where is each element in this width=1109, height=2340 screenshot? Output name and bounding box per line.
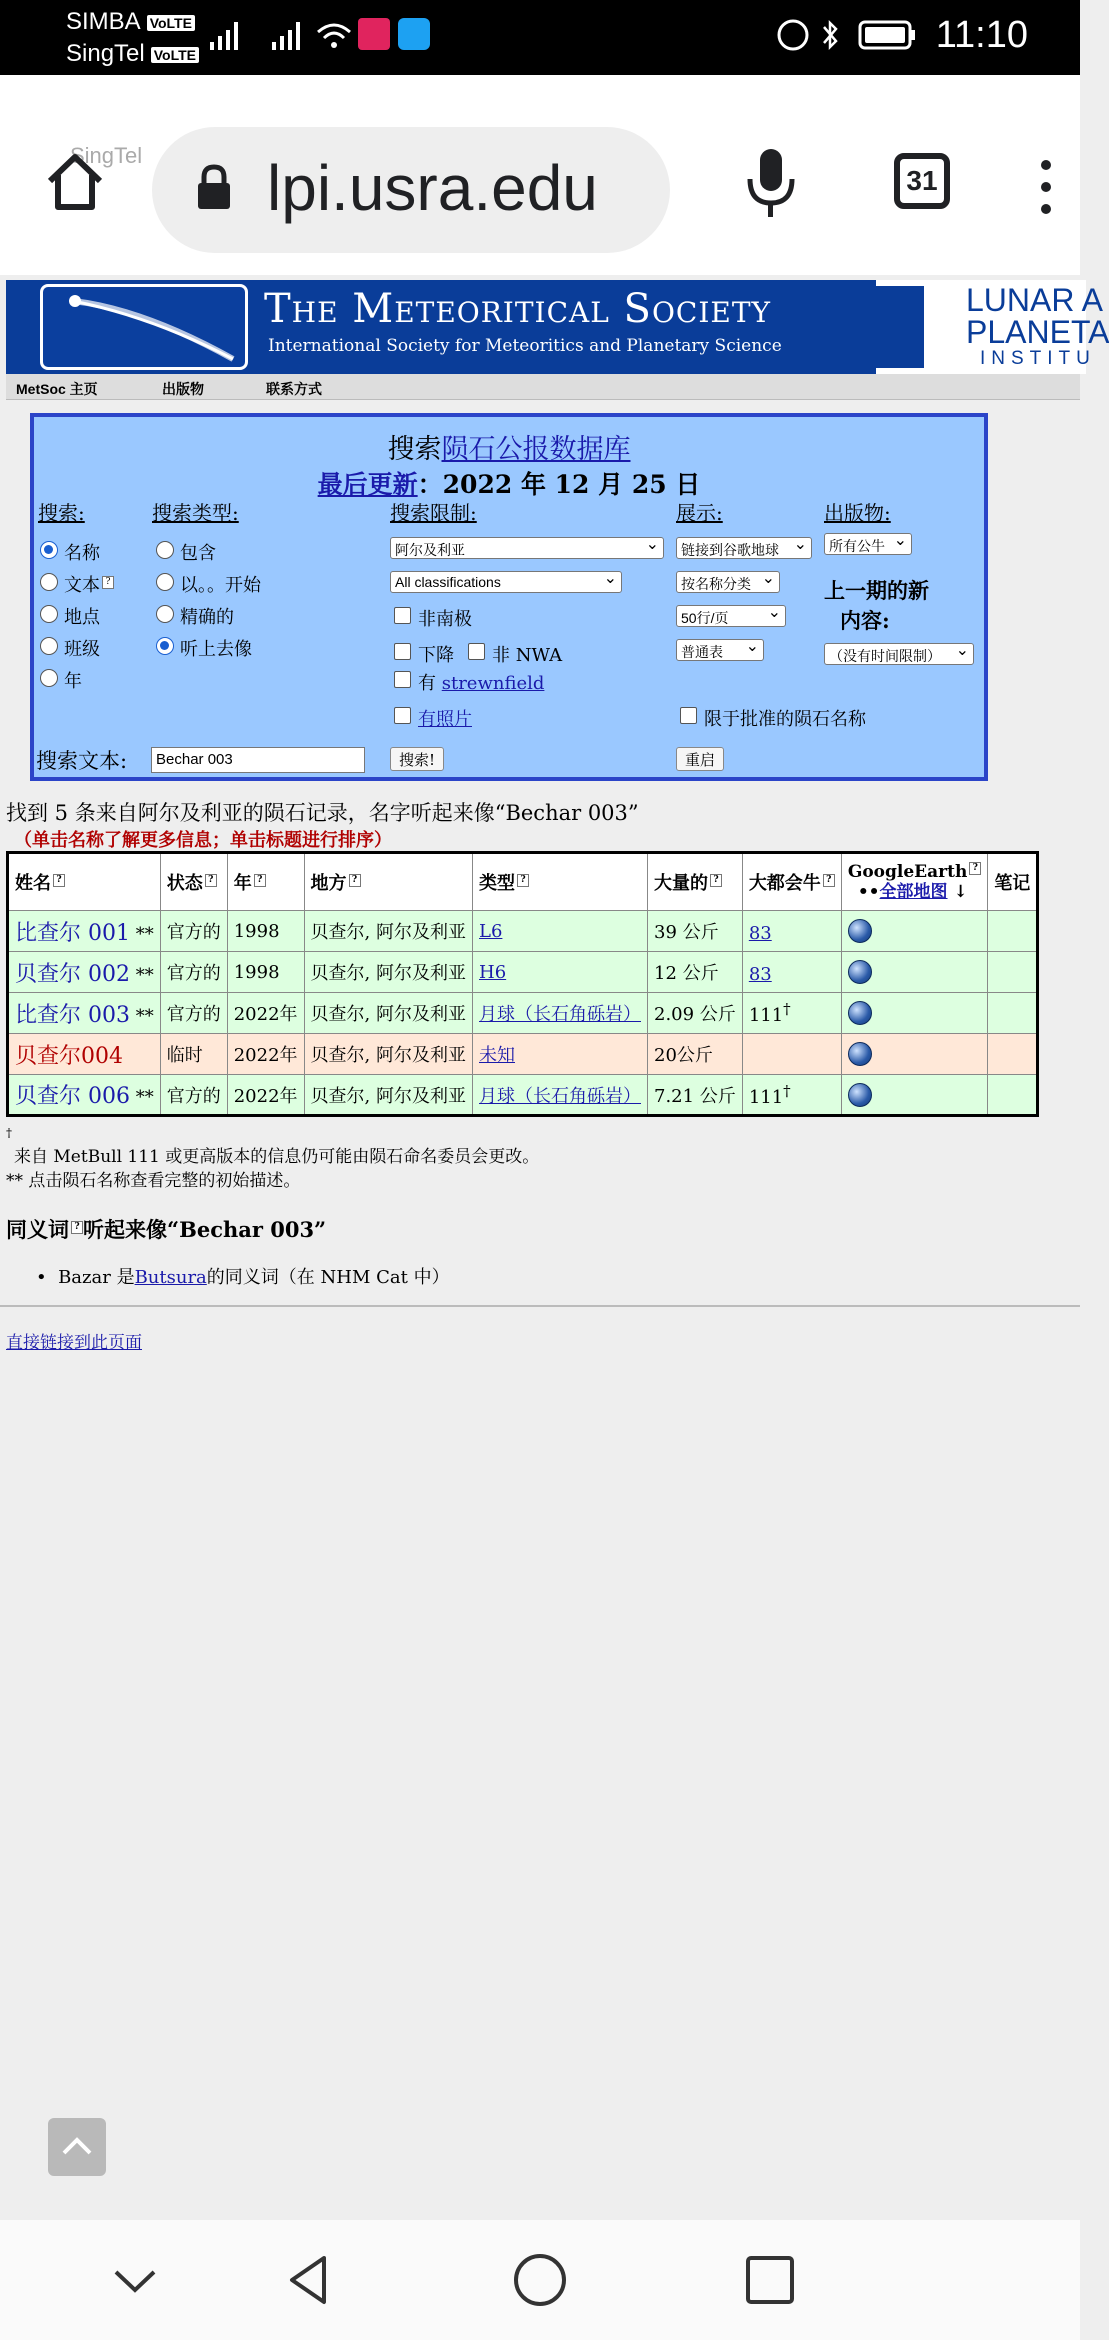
status-bar — [0, 0, 1080, 75]
publication-select[interactable]: 所有公牛 ⌄ — [824, 533, 912, 555]
radio-exact[interactable] — [156, 605, 174, 623]
battery-icon — [858, 18, 918, 52]
meteor-icon — [43, 287, 245, 367]
signal-icon — [208, 18, 242, 52]
search-text-label: 搜索文本: — [36, 749, 128, 773]
lock-icon — [196, 163, 232, 211]
radio-starts-with-label: 以。。开始 — [180, 575, 261, 596]
meteorite-name-link[interactable]: 贝查尔004 — [15, 1043, 123, 1069]
radio-text-label: 文本 ? — [64, 571, 114, 597]
microphone-icon[interactable] — [742, 145, 802, 225]
type-link[interactable]: 月球（长石角砾岩） — [479, 1004, 641, 1025]
col-google-earth: GoogleEarth ? ••全部地图 ↓ — [841, 853, 988, 911]
help-icon[interactable]: ? — [710, 874, 722, 887]
address-bar[interactable] — [152, 127, 670, 253]
browser-toolbar — [0, 75, 1080, 275]
radio-class[interactable] — [40, 637, 58, 655]
col-type[interactable]: 类型 ? — [473, 853, 648, 911]
approved-label: 限于批准的陨石名称 — [704, 709, 866, 730]
scroll-top-button[interactable] — [48, 2118, 106, 2176]
help-icon[interactable]: ? — [349, 874, 361, 887]
col-bulletin[interactable]: 大都会牛 ? — [742, 853, 841, 911]
more-menu-icon[interactable] — [1036, 157, 1056, 217]
publication-heading: 出版物: — [824, 501, 891, 525]
photos-link[interactable]: 有照片 — [418, 709, 472, 730]
site-nav — [6, 374, 1080, 400]
col-status[interactable]: 状态 ? — [160, 853, 227, 911]
last-update: 最后更新：2022 年 12 月 25 日 — [317, 470, 701, 499]
col-place[interactable]: 地方 ? — [304, 853, 472, 911]
google-earth-icon[interactable] — [848, 1042, 872, 1066]
help-icon[interactable]: ? — [71, 1221, 83, 1234]
search-button[interactable]: 搜索! — [390, 747, 444, 771]
help-icon[interactable]: ? — [969, 862, 981, 875]
photos-label — [418, 705, 472, 731]
col-name[interactable]: 姓名 ? — [8, 853, 161, 911]
sort-select[interactable]: 按名称分类 ⌄ — [676, 571, 780, 593]
bulletin-link[interactable]: 83 — [748, 964, 772, 985]
lpi-line1: LUNAR A — [966, 282, 1103, 318]
type-link[interactable]: 未知 — [479, 1045, 515, 1066]
radio-place[interactable] — [40, 605, 58, 623]
lpi-line3: INSTITU — [980, 348, 1096, 369]
col-notes: 笔记 — [988, 853, 1038, 911]
table-row: 贝查尔 006 ** 官方的 2022年 贝查尔, 阿尔及利亚 月球（长石角砾岩） 7.21 公斤 111† — [8, 1075, 1038, 1116]
table-row: 贝查尔004 临时 2022年 贝查尔, 阿尔及利亚 未知 20公斤 — [8, 1034, 1038, 1075]
google-earth-icon[interactable] — [848, 960, 872, 984]
country-select[interactable]: 阿尔及利亚 ⌄ — [390, 537, 664, 559]
meteorite-name-link[interactable]: 贝查尔 006 — [15, 1084, 130, 1109]
signal-icon-2 — [270, 18, 304, 52]
chevron-up-icon — [48, 2118, 106, 2176]
lpi-mark-icon — [876, 286, 924, 368]
ghost-carrier-text: SingTel — [70, 143, 143, 168]
meteorite-name-link[interactable]: 贝查尔 002 — [15, 961, 130, 987]
meteor-logo — [40, 284, 248, 370]
search-form — [30, 413, 988, 781]
class-select[interactable]: All classifications ⌄ — [390, 571, 622, 593]
search-type-heading: 搜索类型: — [152, 501, 239, 525]
home-circle-icon[interactable] — [512, 2252, 568, 2308]
results-hint: （单击名称了解更多信息；单击标题进行排序） — [14, 830, 392, 851]
table-row: 比查尔 003 ** 官方的 2022年 贝查尔, 阿尔及利亚 月球（长石角砾岩） 2.09 公斤 111† — [8, 993, 1038, 1034]
last-update-link[interactable]: 最后更新 — [317, 470, 418, 499]
radio-starts-with[interactable] — [156, 573, 174, 591]
google-earth-icon[interactable] — [848, 1001, 872, 1025]
link-select[interactable]: 链接到谷歌地球 ⌄ — [676, 537, 812, 559]
footnote-1: 来自 MetBull 111 或更高版本的信息仍可能由陨石命名委员会更改。 — [14, 1147, 540, 1167]
checkbox-non-nwa[interactable] — [468, 643, 485, 660]
lpi-logo[interactable] — [876, 280, 1109, 374]
time-limit-select[interactable]: （没有时间限制） ⌄ — [824, 643, 974, 665]
data-saver-icon — [776, 18, 810, 52]
wifi-icon — [314, 18, 354, 52]
radio-name[interactable] — [40, 541, 58, 559]
meteorite-name-link[interactable]: 比查尔 001 — [15, 920, 130, 946]
divider — [0, 1305, 1080, 1307]
radio-text[interactable] — [40, 573, 58, 591]
results-summary: 找到 5 条来自阿尔及利亚的陨石记录，名字听起来像“Bechar 003” — [6, 801, 639, 825]
tab-switcher-button[interactable]: 31 — [894, 153, 950, 209]
col-mass[interactable]: 大量的 ? — [648, 853, 743, 911]
radio-sounds-like-label: 听上去像 — [180, 639, 252, 660]
chevron-down-icon[interactable] — [110, 2262, 160, 2298]
radio-contains-label: 包含 — [180, 543, 216, 564]
display-heading: 展示: — [676, 501, 723, 525]
results-table — [6, 851, 1039, 1117]
footnote-2: ** 点击陨石名称查看完整的初始描述。 — [6, 1171, 301, 1191]
synonym-item: • Bazar 是Butsura的同义词（在 NHM Cat 中） — [36, 1267, 450, 1288]
checkbox-photos[interactable] — [394, 707, 411, 724]
type-link[interactable]: L6 — [479, 920, 503, 942]
all-maps-link[interactable]: 全部地图 — [879, 882, 948, 902]
meteorite-name-link[interactable]: 比查尔 003 — [15, 1002, 130, 1028]
radio-class-label: 班级 — [64, 639, 100, 660]
non-antarctic-label: 非南极 — [418, 609, 472, 630]
type-link[interactable]: 月球（长石角砾岩） — [479, 1085, 641, 1107]
checkbox-strewnfield[interactable] — [394, 671, 411, 688]
help-icon[interactable]: ? — [205, 874, 217, 887]
nav-metsoc-home[interactable]: MetSoc 主页 — [16, 381, 98, 397]
help-icon[interactable]: ? — [517, 874, 529, 887]
reset-button[interactable]: 重启 — [676, 747, 724, 771]
home-icon[interactable] — [42, 149, 108, 215]
radio-name-label: 名称 — [64, 543, 100, 564]
butsura-link[interactable]: Butsura — [134, 1267, 207, 1288]
rows-select[interactable]: 50行/页 ⌄ — [676, 605, 786, 627]
non-nwa-label: 非 NWA — [492, 645, 563, 666]
nav-publications[interactable]: 出版物 — [162, 381, 204, 397]
clock: 11:10 — [935, 14, 1028, 56]
checkbox-fall[interactable] — [394, 643, 411, 660]
radio-year[interactable] — [40, 669, 58, 687]
bulletin-database-link[interactable]: 陨石公报数据库 — [441, 434, 631, 465]
help-icon[interactable]: ? — [102, 576, 114, 589]
help-icon[interactable]: ? — [254, 874, 266, 887]
google-earth-icon[interactable] — [848, 1083, 872, 1107]
table-select[interactable]: 普通表 ⌄ — [676, 639, 764, 661]
lpi-line2: PLANETA — [966, 314, 1109, 350]
url-text: lpi.usra.edu — [267, 152, 598, 224]
strewnfield-link[interactable]: strewnfield — [441, 673, 545, 694]
radio-exact-label: 精确的 — [180, 607, 234, 628]
strewnfield-label: 有 strewnfield — [418, 673, 545, 694]
table-header-row — [8, 853, 1038, 911]
footnote-dagger-mark: † — [6, 1126, 12, 1140]
carrier-2: SingTel VoLTE — [66, 40, 199, 68]
checkbox-approved[interactable] — [680, 707, 697, 724]
help-icon[interactable]: ? — [53, 874, 65, 887]
back-icon[interactable] — [284, 2252, 334, 2308]
type-link[interactable]: H6 — [479, 961, 507, 983]
recents-icon[interactable] — [744, 2254, 796, 2306]
new-content-label-2: 内容: — [840, 608, 890, 633]
banner-subtitle: International Society for Meteoritics and Planetary Science — [268, 336, 782, 356]
bulletin-link[interactable]: 83 — [748, 923, 772, 944]
table-row: 贝查尔 002 ** 官方的 1998 贝查尔, 阿尔及利亚 H6 12 公斤 83 — [8, 952, 1038, 993]
search-app-icon — [398, 18, 430, 50]
checkbox-non-antarctic[interactable] — [394, 607, 411, 624]
radio-place-label: 地点 — [64, 607, 100, 628]
nav-contact[interactable]: 联系方式 — [266, 381, 322, 397]
taobao-app-icon — [358, 18, 390, 50]
search-limit-heading: 搜索限制: — [390, 501, 477, 525]
system-nav-bar — [0, 2220, 1080, 2340]
google-earth-icon[interactable] — [848, 919, 872, 943]
new-content-label-1: 上一期的新 — [824, 578, 929, 603]
banner-title: The Meteoritical Society — [264, 286, 771, 332]
radio-year-label: 年 — [64, 671, 82, 692]
fall-label: 下降 — [418, 645, 454, 666]
synonyms-title: 同义词 ? 听起来像“Bechar 003” — [6, 1217, 327, 1242]
form-title: 搜索陨石公报数据库 — [387, 434, 631, 465]
radio-contains[interactable] — [156, 541, 174, 559]
carrier-1: SIMBA VoLTE — [66, 8, 195, 36]
search-text-input[interactable]: Bechar 003 — [151, 747, 365, 773]
col-year[interactable]: 年 ? — [227, 853, 304, 911]
radio-sounds-like[interactable] — [156, 637, 174, 655]
table-row: 比查尔 001 ** 官方的 1998 贝查尔, 阿尔及利亚 L6 39 公斤 83 — [8, 911, 1038, 952]
bluetooth-icon — [820, 18, 840, 52]
help-icon[interactable]: ? — [823, 874, 835, 887]
search-heading: 搜索: — [38, 501, 85, 525]
metsoc-banner[interactable] — [6, 280, 1109, 374]
direct-link[interactable]: 直接链接到此页面 — [6, 1333, 142, 1353]
